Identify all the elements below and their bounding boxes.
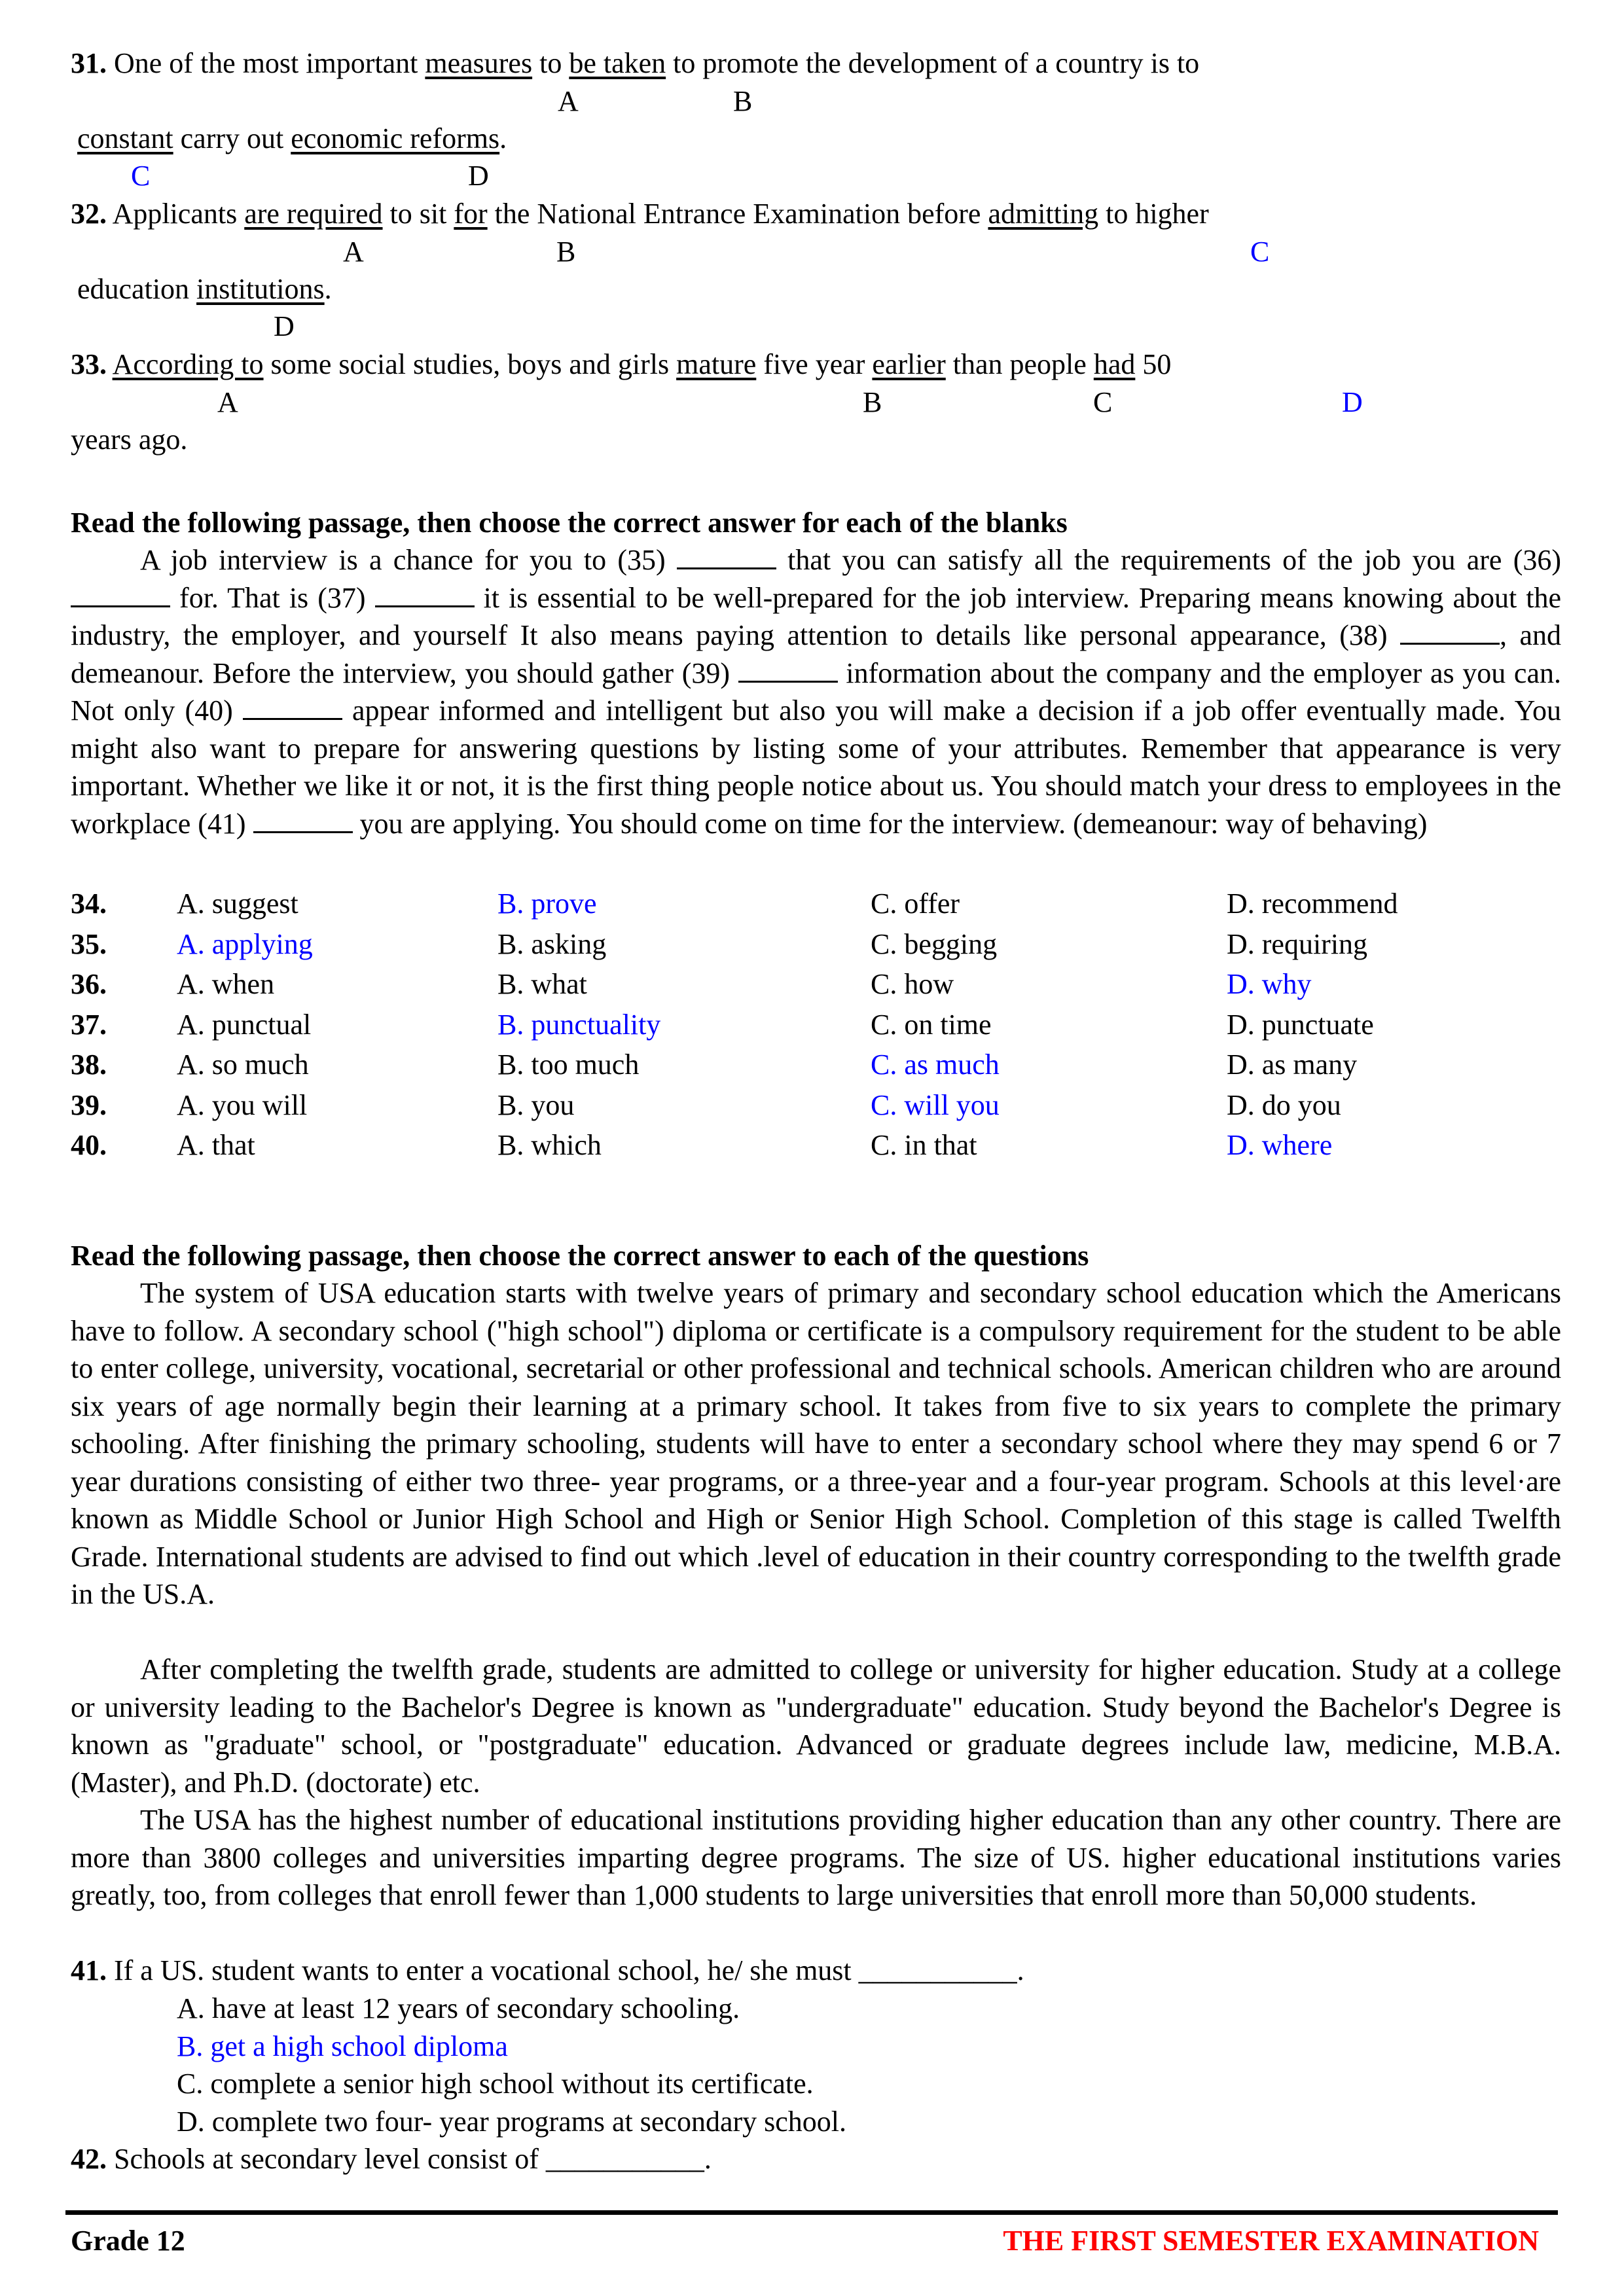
passage-text: The USA has the highest number of educational institutions providing higher education than any other country. There are more than 3800 colleges and universities imparting degree programs. The size of US. higher educational institutions varies greatly, too, from colleges that enroll fewer than 1,000 students to large universities that enroll more than 50,000 students. [71, 1804, 1561, 1911]
question-number: 40. [71, 1129, 107, 1161]
option-d-underlined: institutions [196, 273, 325, 305]
question-32-line2 [77, 270, 332, 308]
passage-text: The system of USA education starts with twelve years of primary and secondary school education which the Americans have to follow. A secondary school ("high school") diploma or certificate is a compulsory requirement for the student to be able to enter college, university, vocational, secretarial or other professional and technical schools. American children who are around six years of age normally begin their learning at a primary school. It takes from five to six years to complete the primary schooling. After finishing the primary schooling, students will have to enter a secondary school where they may spend 6 or 7 year durations consisting of either two three- year programs, or a three-year and a four-year program. Schools at this level·are known as Middle School or Junior High School and High or Senior High School. Completion of this stage is called Twelfth Grade. International students are advised to find out which .level of education in their country corresponding to the twelfth grade in the US.A. [71, 1277, 1561, 1610]
label-d: D [274, 310, 295, 342]
option-b[interactable]: B. which [497, 1129, 602, 1161]
footer-grade: Grade 12 [71, 2225, 185, 2257]
option-c[interactable]: C. begging [871, 927, 998, 960]
answer-blank: ___________ [858, 1954, 1017, 1986]
option-d[interactable]: D. requiring [1227, 927, 1368, 960]
blank-37 [375, 583, 475, 607]
option-c[interactable]: C. complete a senior high school without its certificate. [177, 2068, 814, 2100]
question-number: 41. [71, 1954, 107, 1986]
option-c-underlined: constant [77, 122, 173, 154]
question-number: 42. [71, 2143, 107, 2175]
question-row [71, 1125, 1511, 1165]
option-c-answer[interactable]: C. will you [871, 1088, 1000, 1121]
option-b-answer[interactable]: B. punctuality [497, 1008, 661, 1041]
label-a: A [343, 236, 364, 268]
footer-divider [65, 2210, 1558, 2215]
question-33-line1 [71, 346, 1171, 383]
option-a-underlined: measures [425, 47, 533, 79]
label-c: C [1093, 386, 1113, 418]
question-text: some social studies, boys and girls [263, 348, 677, 380]
section-2-heading: Read the following passage, then choose the correct answer to each of the questions [71, 1240, 1089, 1272]
option-d-underlined: had [1093, 348, 1136, 380]
blank-41 [253, 809, 353, 833]
option-d[interactable]: D. recommend [1227, 888, 1398, 920]
blank-35 [677, 545, 776, 569]
question-number: 37. [71, 1008, 107, 1041]
option-b[interactable]: B. you [497, 1088, 575, 1121]
question-text: Schools at secondary level consist of [114, 2143, 546, 2175]
option-b-answer[interactable]: B. get a high school diploma [177, 2030, 508, 2062]
question-42-stem [71, 2140, 712, 2178]
option-d-answer[interactable]: D. why [1227, 968, 1312, 1000]
question-row [71, 924, 1511, 964]
option-d[interactable]: D. complete two four- year programs at secondary school. [177, 2105, 846, 2138]
question-number: 33. [71, 348, 107, 380]
option-d[interactable]: D. punctuate [1227, 1008, 1374, 1041]
question-number: 36. [71, 968, 107, 1000]
question-text: to promote the development of a country is to [666, 47, 1200, 79]
option-c-underlined: earlier [872, 348, 946, 380]
question-number: 34. [71, 888, 107, 920]
option-b-underlined: for [454, 198, 488, 230]
blank-40 [243, 696, 342, 720]
question-31-line2 [77, 120, 507, 157]
label-b: B [556, 236, 576, 268]
section-2-paragraph-1 [71, 1274, 1561, 1613]
option-c-underlined: admitting [988, 198, 1099, 230]
question-number: 38. [71, 1049, 107, 1081]
question-41-options [177, 1990, 846, 2140]
question-text: . [1017, 1954, 1024, 1986]
option-d-underlined: economic reforms [291, 122, 500, 154]
question-text: 50 [1135, 348, 1172, 380]
blank-39 [738, 658, 838, 683]
question-text: to higher [1098, 198, 1209, 230]
question-row [71, 964, 1511, 1004]
question-text: to [532, 47, 569, 79]
option-b-underlined: mature [676, 348, 757, 380]
label-b: B [863, 386, 882, 418]
passage-text: that you can satisfy all the requirements of the job you are (36) [776, 544, 1562, 576]
option-a[interactable]: A. that [177, 1129, 255, 1161]
question-text: than people [945, 348, 1094, 380]
question-number: 32. [71, 198, 107, 230]
section-1-heading: Read the following passage, then choose the correct answer for each of the blanks [71, 507, 1068, 539]
question-text: One of the most important [114, 47, 425, 79]
question-text: five year [756, 348, 873, 380]
option-a[interactable]: A. when [177, 968, 275, 1000]
question-text: to sit [382, 198, 454, 230]
option-b-underlined: be taken [569, 47, 666, 79]
section-2-paragraph-3 [71, 1801, 1561, 1914]
passage-text: appear informed and intelligent but also you will make a decision if a job offer eventually made. You might also want to prepare for answering questions by listing some of your attributes. Remember that appearance is very important. Whether we like it or not, it is the first thing people notice about us. You should match your dress to employees in the workplace (41) [71, 694, 1561, 840]
option-c-answer[interactable]: C. as much [871, 1049, 1000, 1081]
footer-exam-title: THE FIRST SEMESTER EXAMINATION [1003, 2225, 1539, 2257]
question-text: Applicants [112, 198, 245, 230]
passage-text: information about the company and the employer as you can. Not only (40) [71, 656, 1561, 726]
option-a[interactable]: A. you will [177, 1088, 308, 1121]
question-41-stem [71, 1952, 1024, 1989]
passage-text: , and demeanour. Before the interview, you should gather (39) [71, 619, 1561, 689]
question-32-line1 [71, 195, 1209, 232]
option-b[interactable]: B. too much [497, 1049, 640, 1081]
question-number: 35. [71, 927, 107, 960]
question-row [71, 1045, 1511, 1085]
passage-text: it is essential to be well-prepared for the job interview. Preparing means knowing about the industry, the employer, and yourself It also means paying attention to details like personal appearance, (38) [71, 581, 1561, 651]
answer-blank: ___________ [545, 2143, 704, 2175]
passage-text: A job interview is a chance for you to (35) [140, 544, 677, 576]
question-text: . [324, 273, 332, 305]
label-d: D [468, 160, 489, 192]
blank-38 [1400, 620, 1500, 645]
option-b[interactable]: B. what [497, 968, 587, 1000]
question-row [71, 1085, 1511, 1125]
question-row [71, 884, 1511, 924]
option-a-underlined: are required [244, 198, 383, 230]
passage-text: After completing the twelfth grade, students are admitted to college or university for higher education. Study at a college or university leading to the Bachelor's Degree is known as "undergraduate" education. Study beyond the Bachelor's Degree is known as "graduate" school, or "postgraduate" education. Advanced or graduate degrees include law, medicine, M.B.A. (Master), and Ph.D. (doctorate) etc. [71, 1653, 1561, 1799]
question-text: the National Entrance Examination before [487, 198, 988, 230]
question-row [71, 1005, 1511, 1045]
option-b-answer[interactable]: B. prove [497, 888, 597, 920]
question-text: . [499, 122, 507, 154]
label-d-answer: D [1342, 386, 1363, 418]
option-a[interactable]: A. suggest [177, 888, 298, 920]
option-a[interactable]: A. so much [177, 1049, 309, 1081]
option-c[interactable]: C. in that [871, 1129, 977, 1161]
option-b[interactable]: B. asking [497, 927, 607, 960]
option-d[interactable]: D. as many [1227, 1049, 1358, 1081]
question-31-line1 [71, 45, 1199, 82]
option-c[interactable]: C. offer [871, 888, 960, 920]
question-text: carry out [173, 122, 291, 154]
option-a[interactable]: A. punctual [177, 1008, 312, 1041]
label-a: A [217, 386, 238, 418]
question-text: If a US. student wants to enter a vocational school, he/ she must [114, 1954, 859, 1986]
option-a-answer[interactable]: A. applying [177, 927, 313, 960]
option-d-answer[interactable]: D. where [1227, 1129, 1333, 1161]
section-1-passage [71, 541, 1561, 842]
label-a: A [558, 85, 579, 117]
passage-text: you are applying. You should come on time for the interview. (demeanour: way of behaving) [352, 807, 1428, 840]
question-text: . [704, 2143, 712, 2175]
passage-text: for. That is (37) [170, 581, 375, 614]
option-d[interactable]: D. do you [1227, 1088, 1341, 1121]
question-number: 39. [71, 1088, 107, 1121]
label-c-answer: C [131, 160, 151, 192]
question-text: education [77, 273, 197, 305]
label-b: B [733, 85, 753, 117]
question-number: 31. [71, 47, 107, 79]
option-c[interactable]: C. how [871, 968, 954, 1000]
label-c-answer: C [1250, 236, 1270, 268]
section-2-paragraph-2 [71, 1651, 1561, 1801]
question-33-line2: years ago. [71, 423, 188, 456]
blank-36 [71, 583, 170, 607]
option-a-underlined: According to [112, 348, 264, 380]
option-a[interactable]: A. have at least 12 years of secondary schooling. [177, 1992, 740, 2024]
option-c[interactable]: C. on time [871, 1008, 992, 1041]
